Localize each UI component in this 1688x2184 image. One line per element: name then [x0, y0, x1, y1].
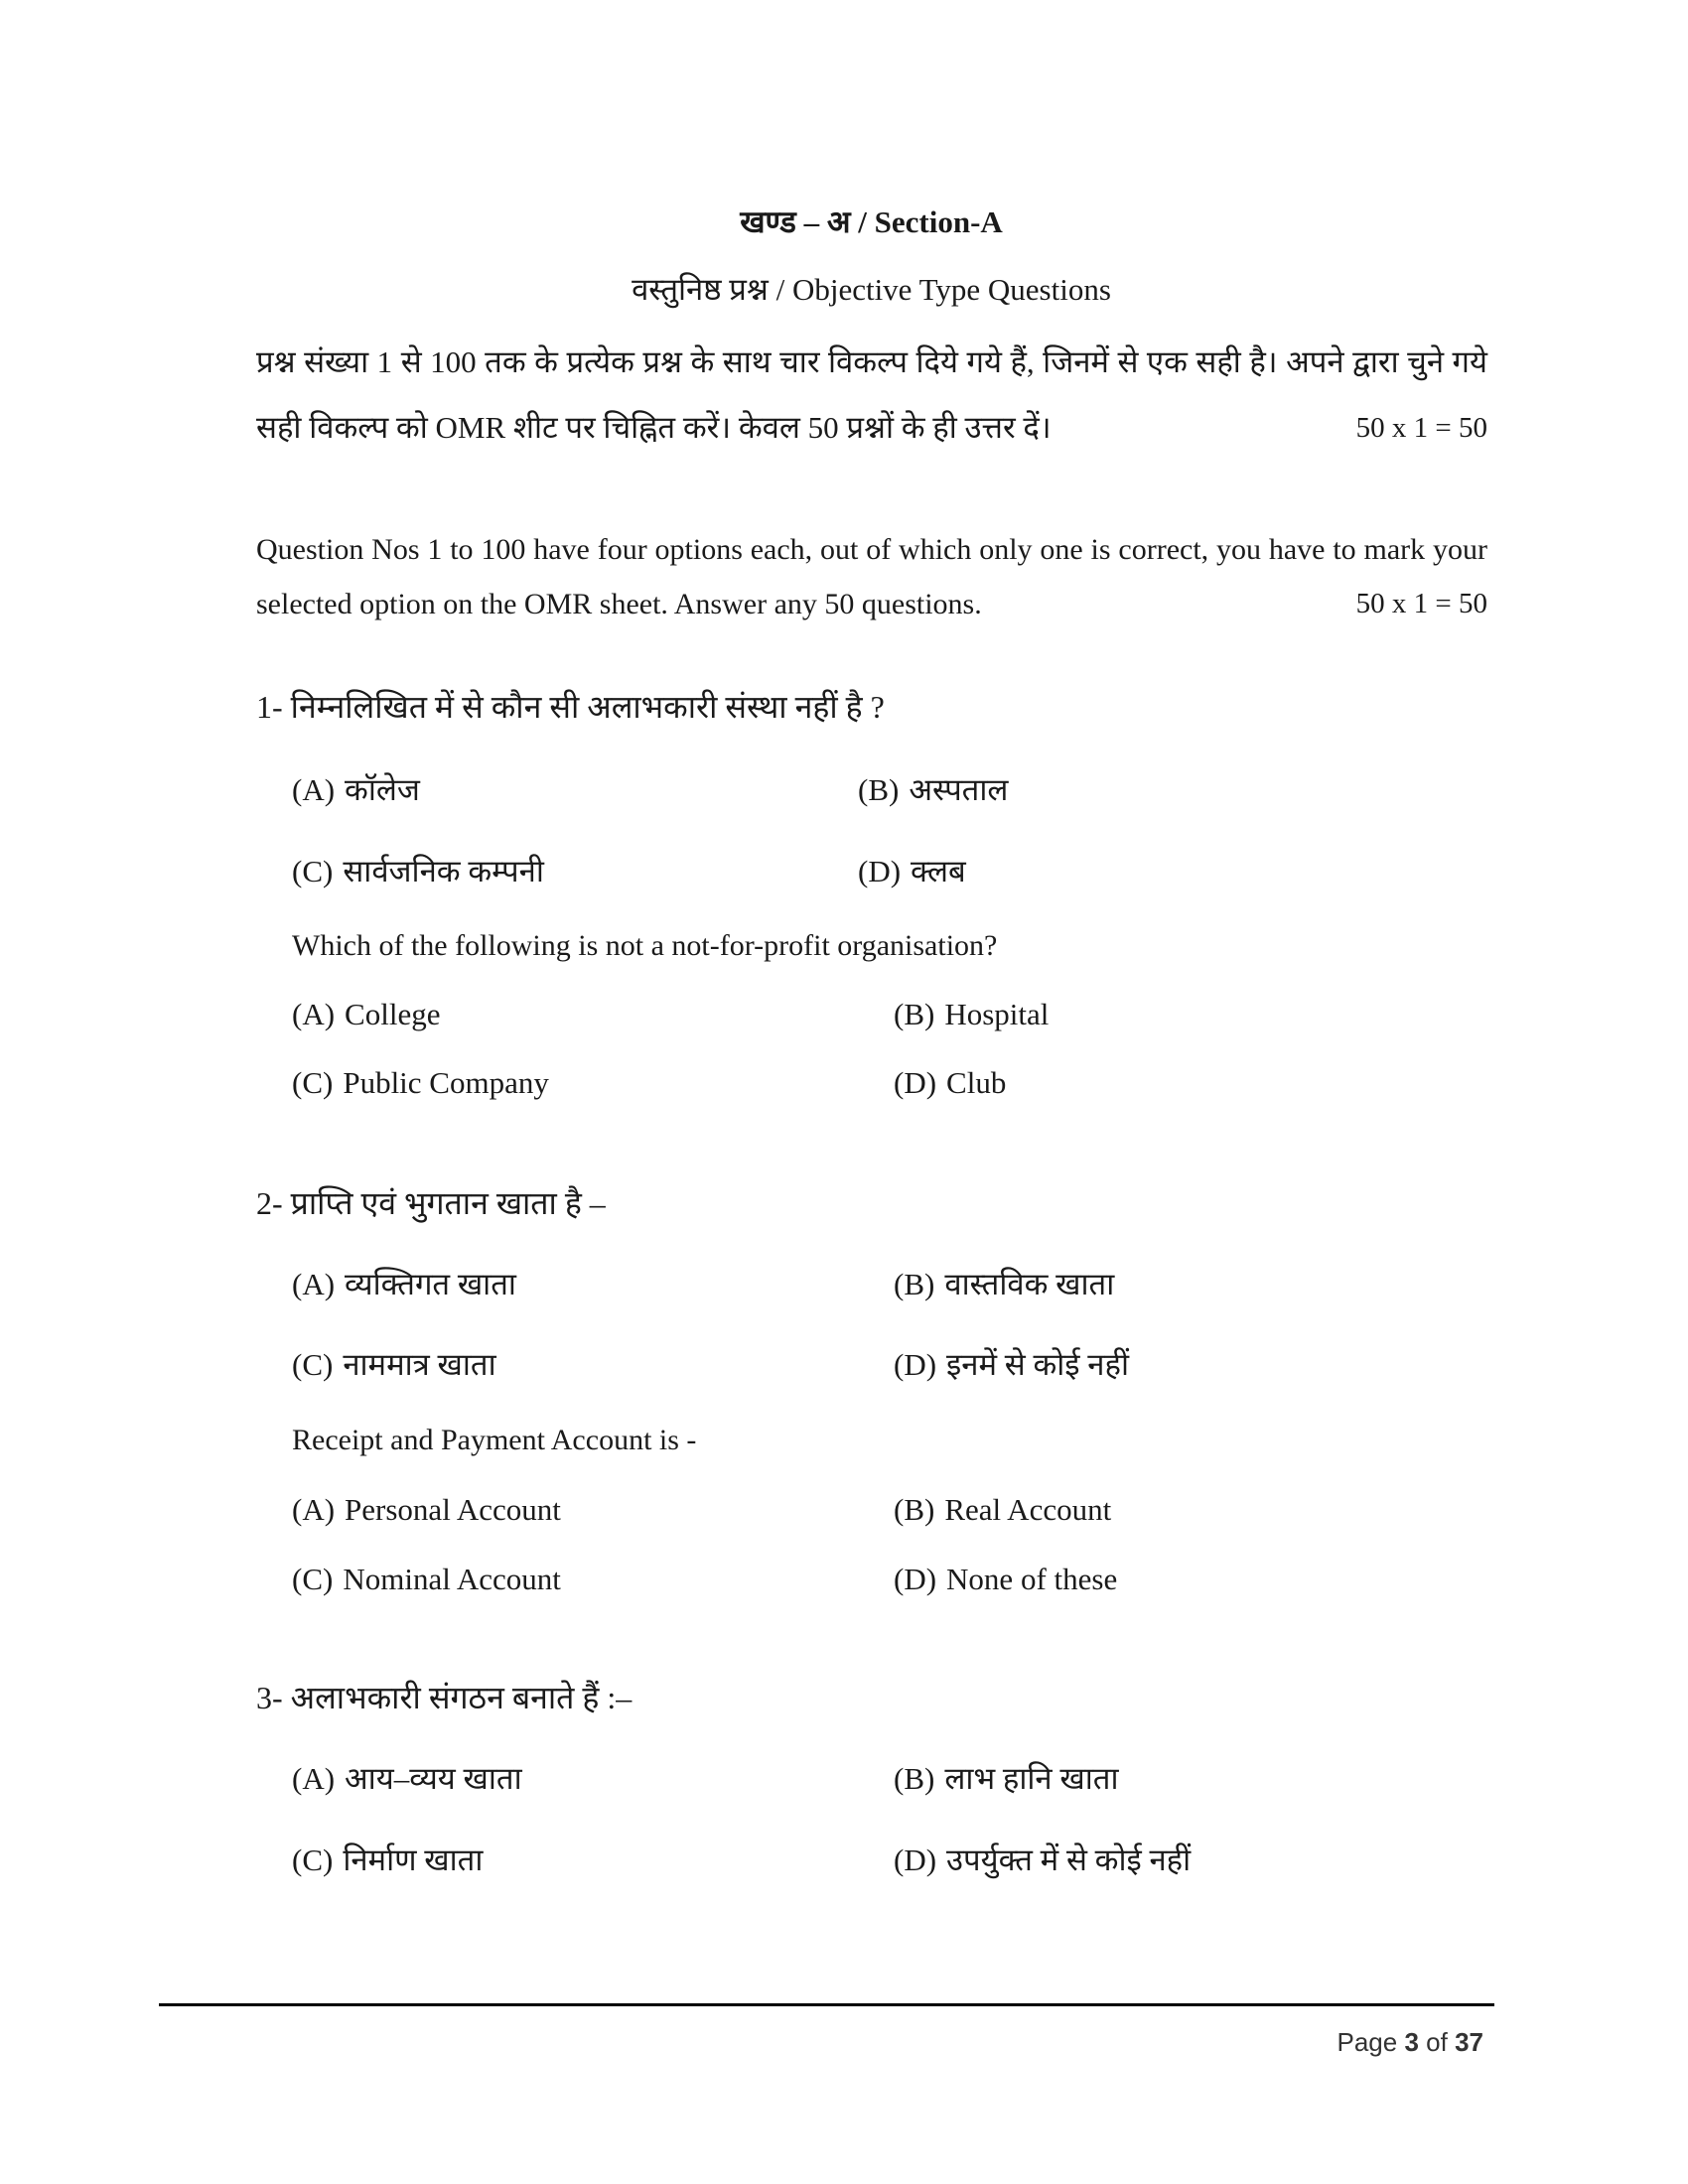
- footer-divider: [159, 2003, 1494, 2006]
- option-label: (D): [894, 1065, 937, 1100]
- option-label: (D): [894, 1843, 937, 1877]
- question-text: अलाभकारी संगठन बनाते हैं :–: [290, 1680, 633, 1715]
- q2-hindi-option-c[interactable]: [292, 1343, 496, 1385]
- option-label: (B): [894, 1492, 935, 1527]
- option-label: (C): [292, 1347, 334, 1382]
- option-text: वास्तविक खाता: [944, 1267, 1115, 1301]
- option-text: सार्वजनिक कम्पनी: [343, 854, 544, 888]
- option-label: (C): [292, 854, 334, 888]
- option-text: Personal Account: [345, 1492, 561, 1527]
- option-label: (B): [858, 772, 900, 807]
- q1-hindi-option-a[interactable]: [292, 768, 420, 810]
- page-number: 3: [1404, 2027, 1419, 2057]
- instructions-hindi-marks: 50 x 1 = 50: [1355, 412, 1487, 444]
- option-label: (B): [894, 1761, 935, 1796]
- q1-hindi-option-d[interactable]: [858, 850, 966, 891]
- page-word: Page: [1336, 2027, 1398, 2057]
- instructions-hindi-text: प्रश्न संख्या 1 से 100 तक के प्रत्येक प्रश्न के साथ चार विकल्प दिये गये हैं, जिनमें से एक सही है। अपने द्वारा चुने गये सही विकल्प को OMR शीट पर चिह्नित करें। केवल 50 प्रश्नों के ही उत्तर दें।: [256, 344, 1487, 445]
- q2-hindi-option-a[interactable]: [292, 1263, 516, 1304]
- section-subtitle: वस्तुनिष्ठ प्रश्न / Objective Type Questions: [632, 272, 1111, 307]
- option-label: (A): [292, 772, 336, 807]
- option-text: उपर्युक्त में से कोई नहीं: [946, 1843, 1192, 1877]
- q1-english-option-a[interactable]: [292, 997, 440, 1032]
- q2-english-option-a[interactable]: [292, 1492, 561, 1528]
- q2-english-option-d[interactable]: [894, 1562, 1117, 1597]
- option-text: अस्पताल: [909, 772, 1009, 807]
- option-label: (A): [292, 997, 336, 1031]
- option-text: College: [345, 997, 441, 1031]
- q1-english-option-d[interactable]: [894, 1065, 1006, 1101]
- option-text: None of these: [946, 1562, 1118, 1596]
- question-text: निम्नलिखित में से कौन सी अलाभकारी संस्था नहीं है ?: [290, 689, 885, 725]
- option-text: कॉलेज: [345, 772, 420, 807]
- instructions-english-marks: 50 x 1 = 50: [1355, 588, 1487, 619]
- option-label: (B): [894, 997, 935, 1031]
- option-text: Hospital: [944, 997, 1050, 1031]
- option-label: (A): [292, 1492, 336, 1527]
- option-label: (A): [292, 1267, 336, 1301]
- option-label: (A): [292, 1761, 336, 1796]
- option-text: Nominal Account: [343, 1562, 561, 1596]
- q2-hindi-option-d[interactable]: [894, 1343, 1129, 1385]
- q2-english-option-b[interactable]: [894, 1492, 1111, 1528]
- page-footer: [1336, 2027, 1483, 2058]
- question-number: 1-: [256, 689, 283, 725]
- q3-hindi-option-c[interactable]: [292, 1839, 483, 1880]
- q2-hindi-option-b[interactable]: [894, 1263, 1114, 1304]
- option-label: (B): [894, 1267, 935, 1301]
- option-text: Public Company: [343, 1065, 549, 1100]
- total-pages: 37: [1455, 2027, 1483, 2057]
- section-title: खण्ड – अ / Section-A: [740, 205, 1003, 239]
- option-text: नाममात्र खाता: [343, 1347, 496, 1382]
- question-number: 3-: [256, 1680, 283, 1715]
- option-text: निर्माण खाता: [343, 1843, 484, 1877]
- option-text: व्यक्तिगत खाता: [345, 1267, 516, 1301]
- question-1-english: Which of the following is not a not-for-profit organisation?: [292, 929, 998, 962]
- q2-english-option-c[interactable]: [292, 1562, 561, 1597]
- option-label: (D): [858, 854, 902, 888]
- q3-hindi-option-b[interactable]: [894, 1757, 1118, 1799]
- option-text: आय–व्यय खाता: [345, 1761, 522, 1796]
- q1-hindi-option-c[interactable]: [292, 850, 544, 891]
- q3-hindi-option-a[interactable]: [292, 1757, 522, 1799]
- question-3-hindi: [256, 1676, 632, 1718]
- q1-english-option-b[interactable]: [894, 997, 1049, 1032]
- question-1-hindi: [256, 685, 885, 728]
- option-label: (D): [894, 1562, 937, 1596]
- question-2-hindi: [256, 1181, 606, 1224]
- option-label: (C): [292, 1843, 334, 1877]
- option-label: (C): [292, 1065, 334, 1100]
- instructions-english: [256, 522, 1487, 631]
- option-text: Real Account: [944, 1492, 1112, 1527]
- option-text: क्लब: [911, 854, 966, 888]
- q1-hindi-option-b[interactable]: [858, 768, 1008, 810]
- option-text: Club: [946, 1065, 1007, 1100]
- question-text: प्राप्ति एवं भुगतान खाता है –: [290, 1185, 606, 1221]
- option-label: (C): [292, 1562, 334, 1596]
- option-text: लाभ हानि खाता: [944, 1761, 1119, 1796]
- option-label: (D): [894, 1347, 937, 1382]
- q3-hindi-option-d[interactable]: [894, 1839, 1191, 1880]
- of-word: of: [1426, 2027, 1448, 2057]
- q1-english-option-c[interactable]: [292, 1065, 549, 1101]
- question-number: 2-: [256, 1185, 283, 1221]
- option-text: इनमें से कोई नहीं: [946, 1347, 1129, 1382]
- question-2-english: Receipt and Payment Account is -: [292, 1424, 697, 1456]
- instructions-hindi: [256, 330, 1487, 461]
- instructions-english-text: Question Nos 1 to 100 have four options each, out of which only one is correct, you have to mark your selected option on the OMR sheet. Answer any 50 questions.: [256, 533, 1487, 620]
